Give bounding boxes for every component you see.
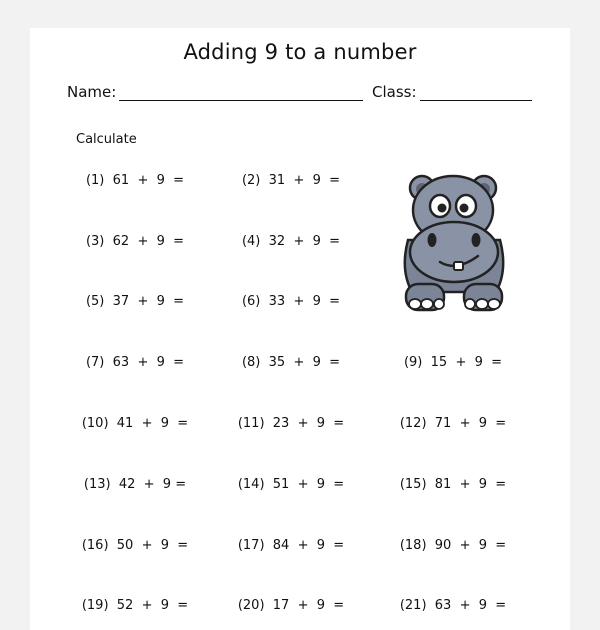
problem-3: (3) 62 + 9 = — [85, 234, 185, 249]
problem-10: (10) 41 + 9 = — [81, 416, 189, 431]
worksheet-page — [30, 28, 570, 630]
problem-18: (18) 90 + 9 = — [399, 538, 507, 553]
problem-15: (15) 81 + 9 = — [399, 477, 507, 492]
problem-7: (7) 63 + 9 = — [85, 355, 185, 370]
problem-19: (19) 52 + 9 = — [81, 598, 189, 613]
problem-20: (20) 17 + 9 = — [237, 598, 345, 613]
name-blank-line — [119, 100, 363, 101]
problem-17: (17) 84 + 9 = — [237, 538, 345, 553]
problem-21: (21) 63 + 9 = — [399, 598, 507, 613]
problem-14: (14) 51 + 9 = — [237, 477, 345, 492]
problem-12: (12) 71 + 9 = — [399, 416, 507, 431]
problem-1: (1) 61 + 9 = — [85, 173, 185, 188]
problem-8: (8) 35 + 9 = — [241, 355, 341, 370]
problem-5: (5) 37 + 9 = — [85, 294, 185, 309]
problem-4: (4) 32 + 9 = — [241, 234, 341, 249]
problem-6: (6) 33 + 9 = — [241, 294, 341, 309]
hippo-icon — [394, 170, 514, 312]
name-label: Name: — [67, 83, 117, 101]
instruction-text: Calculate — [76, 132, 137, 147]
class-blank-line — [420, 100, 532, 101]
problem-9: (9) 15 + 9 = — [403, 355, 503, 370]
problem-13: (13) 42 + 9 = — [83, 477, 187, 492]
class-label: Class: — [372, 83, 417, 101]
problem-16: (16) 50 + 9 = — [81, 538, 189, 553]
page-title: Adding 9 to a number — [183, 40, 417, 64]
problem-2: (2) 31 + 9 = — [241, 173, 341, 188]
problem-11: (11) 23 + 9 = — [237, 416, 345, 431]
